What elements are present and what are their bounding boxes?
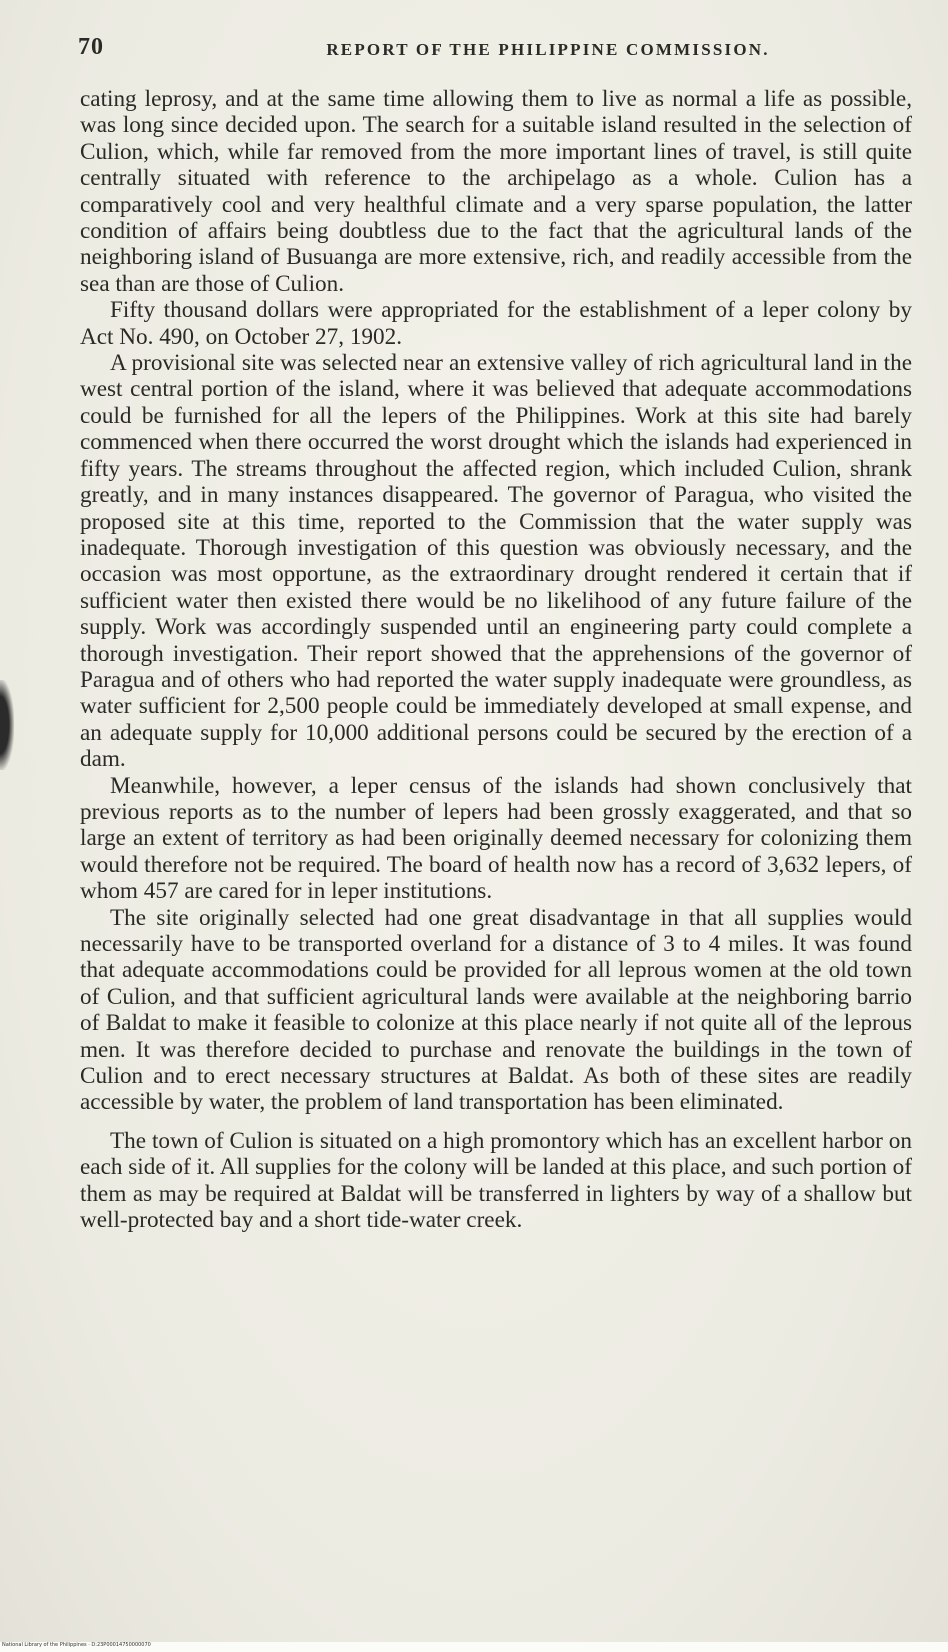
paragraph-2: Fifty thousand dollars were appropriated for the establishment of a leper colony by Act No. 490, on October 27, 1902. — [80, 297, 912, 350]
paragraph-3: A provisional site was selected near an extensive valley of rich agricultural land in the west central portion of the island, where it was believed that adequate accommodations could be furnished for all the lepers of the Philippines. Work at this site had barely commenced when there occurred the worst drought which the islands had experienced in fifty years. The streams throughout the affected region, which included Culion, shrank greatly, and in many instances disappeared. The governor of Paragua, who visited the proposed site at this time, reported to the Commission that the water supply was inadequate. Thorough investigation of this question was obviously necessary, and the occasion was most opportune, as the extraordinary drought rendered it certain that if sufficient water then existed there would be no likelihood of any future failure of the supply. Work was accordingly suspended until an engineering party could complete a thorough investigation. Their report showed that the apprehensions of the governor of Paragua and of others who had reported the water supply inadequate were groundless, as water sufficient for 2,500 people could be immediately developed at small expense, and an adequate supply for 10,000 additional persons could be secured by the erection of a dam. — [80, 350, 912, 773]
paragraph-1: cating leprosy, and at the same time allowing them to live as normal a life as possible, was long since decided upon. The search for a suitable island resulted in the selection of Culion, which, while far removed from the more important lines of travel, is still quite centrally situated with reference to the archipelago as a whole. Culion has a comparatively cool and very healthful climate and a very sparse population, the latter condition of affairs being doubtless due to the fact that the agricultural lands of the neighboring island of Busuanga are more extensive, rich, and readily accessible from the sea than are those of Culion. — [80, 86, 912, 297]
paragraph-5: The site originally selected had one great disadvantage in that all supplies would necessarily have to be transported overland for a distance of 3 to 4 miles. It was found that adequate accommodations could be provided for all leprous women at the old town of Culion, and that sufficient agricultural lands were available at the neighboring barrio of Baldat to make it feasible to colonize at this place nearly if not quite all of the leprous men. It was therefore decided to purchase and renovate the buildings in the town of Culion and to erect necessary structures at Baldat. As both of these sites are readily accessible by water, the problem of land transportation has been eliminated. — [80, 904, 912, 1116]
paragraph-6: The town of Culion is situated on a high promontory which has an excellent harbor on each side of it. All supplies for the colony will be landed at this place, and such portion of them as may be required at Baldat will be transferred in lighters by way of a shallow but well-protected bay and a short tide-water creek. — [80, 1127, 912, 1234]
body-text — [80, 86, 912, 1233]
running-head: REPORT OF THE PHILIPPINE COMMISSION. — [326, 40, 770, 59]
paragraph-4: Meanwhile, however, a leper census of the islands had shown conclusively that previous reports as to the number of lepers had been grossly exaggerated, and that so large an extent of territory as had been originally deemed necessary for colonizing them would therefore not be required. The board of health now has a record of 3,632 lepers, of whom 457 are cared for in leper institutions. — [80, 772, 912, 905]
page-header — [78, 34, 918, 68]
page-number: 70 — [78, 34, 104, 60]
scan-credit: National Library of the Philippines · D:23P00014750000070 — [2, 1642, 151, 1648]
binding-shadow — [0, 680, 14, 770]
